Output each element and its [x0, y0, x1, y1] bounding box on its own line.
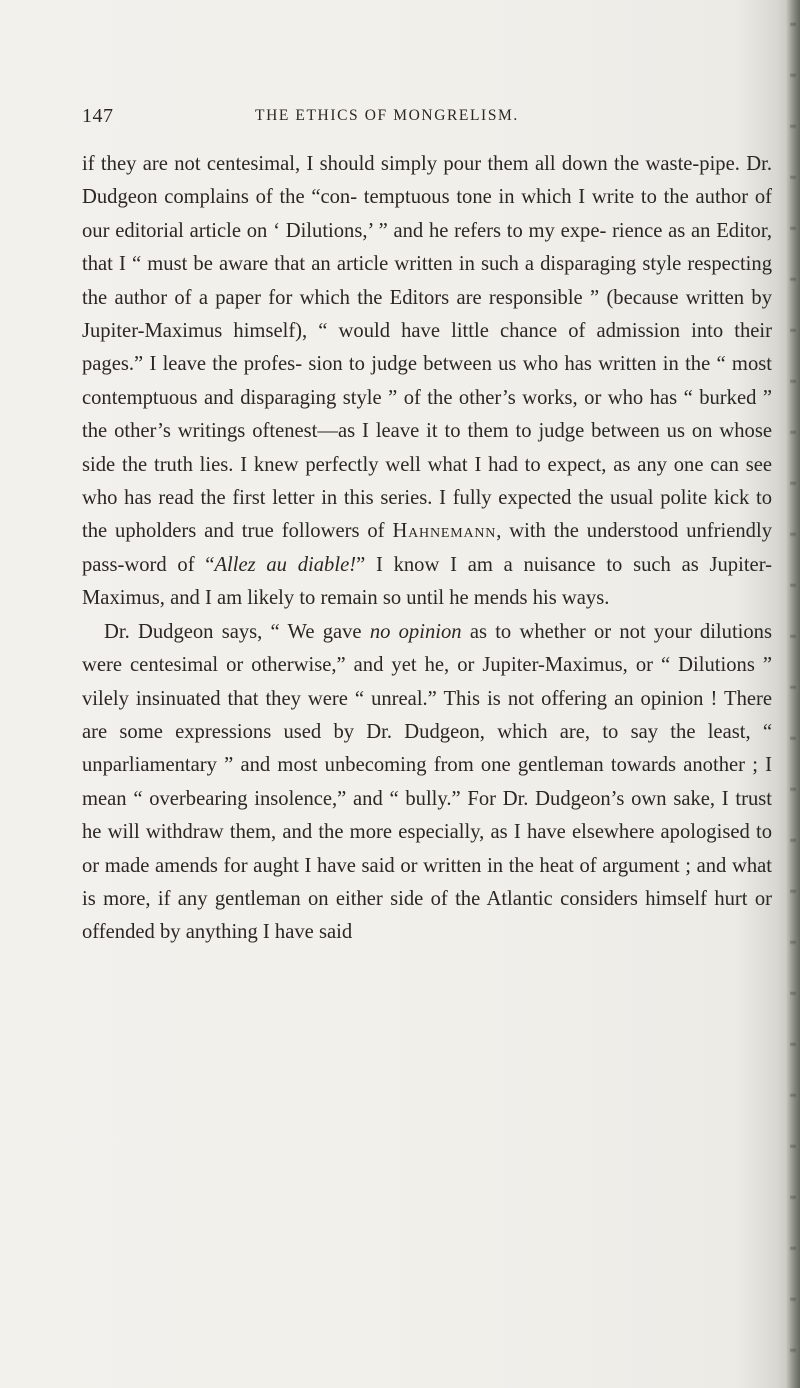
body-text [82, 148, 772, 950]
running-head [82, 105, 772, 135]
paragraph-1-part-3: ” I know I am a nuisance to such as Jupiter-Maximus, and I am likely to remain so until he mends his ways. [82, 553, 772, 610]
paragraph-1 [82, 148, 772, 616]
hahnemann-small-caps: Hahnemann [392, 520, 497, 543]
italic-phrase-no-opinion: no opinion [369, 620, 462, 643]
page-edge-binding [790, 0, 796, 1388]
paragraph-1-part-1: if they are not centesimal, I should simply pour them all down the waste-pipe. Dr. Dudgeon complains of the “con- temptuous tone in which I write to the author of our editorial article on ‘ Dilutions,’ ” and he refers to my expe- rience as an Editor, that I “ must be aware that an article written in such a disparaging style respecting the author of a paper for which the Editors are responsible ” (because written by Jupiter-Maximus himself), “ would have little chance of admission into their pages.” I leave the profes- sion to judge between us who has written in the “ most contemptuous and disparaging style ” of the other’s works, or who has “ burked ” the other’s writings oftenest—as I leave it to them to judge between us on whose side the truth lies. I knew perfectly well what I had to expect, as any one can see who has read the first letter in this series. I fully expected the usual polite kick to the upholders and true followers of [82, 153, 772, 543]
paragraph-1-part-2: , with the understood unfriendly pass-word of “ [82, 520, 772, 576]
paragraph-2-part-2: as to whether or not your dilutions were centesimal or otherwise,” and yet he, or Jupiter-Maximus, or “ Dilutions ” vilely insinuated that they were “ unreal.” This is not offering an opinion ! There are some expressions used by Dr. Dudgeon, which are, to say the least, “ unparliamentary ” and most unbecoming from one gentleman towards another ; I mean “ overbearing insolence,” and “ bully.” For Dr. Dudgeon’s own sake, I trust he will withdraw them, and the more especially, as I have elsewhere apologised to or made amends for aught I have said or written in the heat of argument ; and what is more, if any gentleman on either side of the Atlantic considers himself hurt or offended by anything I have said [82, 620, 772, 944]
page-number: 147 [82, 105, 114, 127]
paragraph-2 [82, 616, 772, 950]
italic-phrase-allez-au-diable: Allez au diable! [214, 553, 357, 576]
paragraph-2-part-1: Dr. Dudgeon says, “ We gave [104, 620, 362, 643]
running-title: THE ETHICS OF MONGRELISM. [255, 107, 519, 124]
